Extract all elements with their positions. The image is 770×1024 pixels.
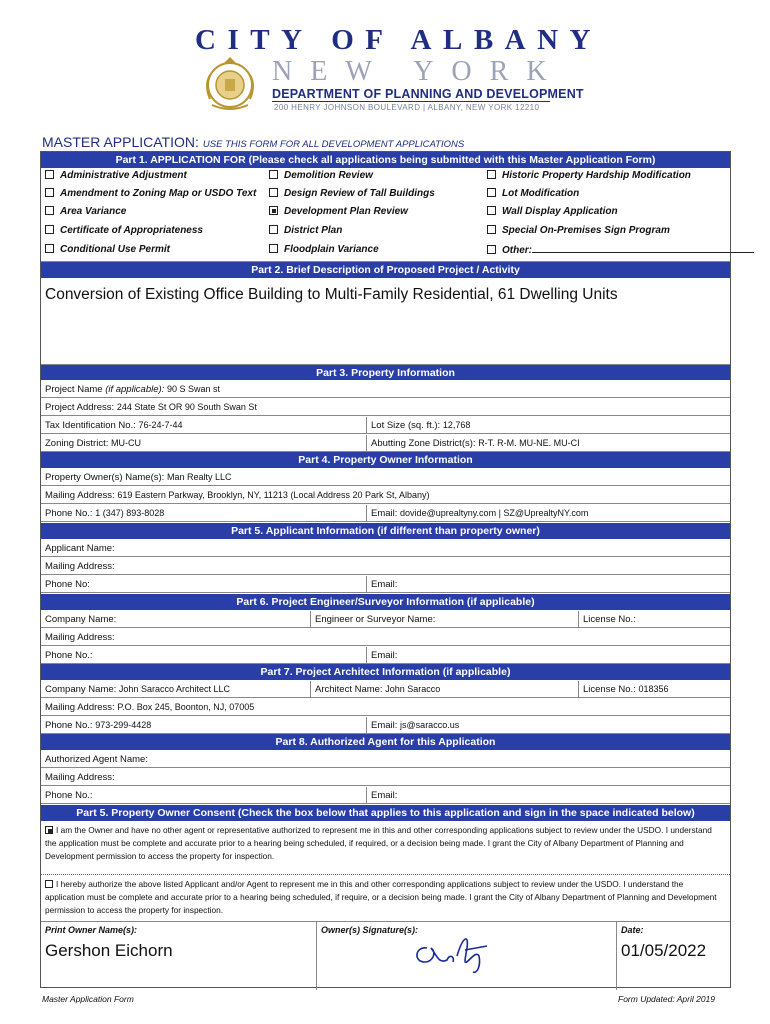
- application-type-checkbox[interactable]: [269, 244, 278, 253]
- applicant-email-field[interactable]: Email:: [371, 579, 398, 590]
- application-type-option[interactable]: [487, 188, 579, 199]
- city-seal-icon: [200, 55, 260, 113]
- owner-name-value: Man Realty LLC: [166, 472, 232, 482]
- signature-label: Owner(s) Signature(s):: [321, 925, 419, 935]
- application-type-label: Certificate of Appropriateness: [60, 225, 203, 236]
- agent-name-row[interactable]: [41, 751, 730, 768]
- tax-id-value: 76-24-7-44: [138, 420, 183, 430]
- application-type-label: Other:: [502, 245, 532, 256]
- owner-email-label: Email:: [371, 508, 398, 519]
- architect-email-value: js@saracco.us: [400, 720, 460, 730]
- project-description[interactable]: Conversion of Existing Office Building to Multi-Family Residential, 61 Dwelling Units: [45, 286, 618, 303]
- architect-mailing-row[interactable]: [41, 699, 730, 716]
- application-type-checkbox[interactable]: [45, 188, 54, 197]
- abutting-value: R-T. R-M. MU-NE. MU-CI: [478, 438, 580, 448]
- footer-form-name: Master Application Form: [42, 994, 134, 1004]
- application-type-checkbox[interactable]: [487, 188, 496, 197]
- lot-size-field[interactable]: [367, 417, 470, 434]
- project-address-field[interactable]: [41, 399, 257, 416]
- application-type-option[interactable]: [487, 244, 754, 256]
- architect-phone-field[interactable]: [41, 717, 367, 734]
- application-type-option[interactable]: [45, 188, 256, 199]
- application-type-option[interactable]: [269, 170, 373, 181]
- application-type-checkbox[interactable]: [45, 225, 54, 234]
- city-name: CITY OF ALBANY: [195, 24, 602, 56]
- application-type-checkbox[interactable]: [487, 170, 496, 179]
- consent-owner-checkbox[interactable]: [45, 826, 53, 834]
- application-type-label: Demolition Review: [284, 170, 373, 181]
- application-type-label: Amendment to Zoning Map or USDO Text: [60, 188, 257, 199]
- agent-contact-row: [41, 787, 730, 804]
- part3-header: Part 3. Property Information: [41, 364, 730, 380]
- date-cell[interactable]: [617, 922, 730, 990]
- owner-contact-row: [41, 505, 730, 522]
- engineer-mailing-field[interactable]: Mailing Address:: [45, 632, 115, 643]
- project-name-row[interactable]: [41, 381, 730, 398]
- owner-mailing-label: Mailing Address:: [45, 490, 115, 501]
- date-label: Date:: [621, 925, 644, 935]
- owner-name-row[interactable]: [41, 469, 730, 486]
- project-address-value: 244 State St OR 90 South Swan St: [116, 402, 257, 412]
- application-type-checkbox[interactable]: [45, 170, 54, 179]
- part2-header: Part 2. Brief Description of Proposed Project / Activity: [41, 262, 730, 278]
- application-type-option[interactable]: [487, 170, 691, 181]
- project-address-row[interactable]: [41, 399, 730, 416]
- agent-mailing-field[interactable]: Mailing Address:: [45, 772, 115, 783]
- architect-mailing-label: Mailing Address:: [45, 702, 115, 713]
- owner-name-label: Property Owner(s) Name(s):: [45, 472, 165, 483]
- part5-applicant-header: Part 5. Applicant Information (if different than property owner): [41, 523, 730, 539]
- engineer-row: [41, 611, 730, 628]
- architect-contact-row: [41, 717, 730, 734]
- consent-divider: [41, 874, 730, 875]
- owner-phone-label: Phone No.:: [45, 508, 93, 519]
- master-application-form: [40, 151, 731, 988]
- engineer-contact-row: [41, 647, 730, 664]
- form-title: [42, 134, 464, 150]
- letterhead: [0, 0, 770, 125]
- project-address-label: Project Address:: [45, 402, 115, 413]
- zoning-row: [41, 435, 730, 452]
- owner-mailing-field[interactable]: [41, 487, 430, 504]
- application-type-label: Conditional Use Permit: [60, 244, 171, 255]
- consent-owner-text: I am the Owner and have no other agent or representative authorized to represent me in this and other corresponding applications subject to review under the USDO. I understand the application must be complete and accurate prior to a hearing being scheduled, if required, or a decision being made. I grant the City of Albany Department of Planning and Development permission to access the property for inspection.: [45, 825, 712, 861]
- engineer-name-field[interactable]: Engineer or Surveyor Name:: [311, 611, 579, 628]
- application-type-checkbox[interactable]: [487, 225, 496, 234]
- header-divider: [272, 101, 550, 102]
- tax-id-label: Tax Identification No.:: [45, 420, 136, 431]
- application-type-label: District Plan: [284, 225, 343, 236]
- application-type-checkbox[interactable]: [269, 225, 278, 234]
- engineer-company-field[interactable]: Company Name:: [41, 611, 311, 628]
- owner-email-field[interactable]: [367, 505, 588, 522]
- architect-email-field[interactable]: [367, 717, 459, 734]
- signature-image: [407, 926, 497, 976]
- engineer-license-field[interactable]: License No.:: [583, 614, 636, 625]
- application-type-option[interactable]: [269, 225, 342, 236]
- form-title-text: MASTER APPLICATION:: [42, 134, 199, 150]
- owner-name-field[interactable]: [41, 469, 231, 486]
- application-type-option[interactable]: [269, 244, 379, 255]
- application-type-checkbox[interactable]: [45, 206, 54, 215]
- part5-consent-header: Part 5. Property Owner Consent (Check the box below that applies to this application and sign in the space indicated below): [41, 805, 730, 821]
- project-name-hint: (if applicable):: [105, 384, 165, 395]
- footer-updated: Form Updated: April 2019: [618, 994, 716, 1004]
- department-address: 200 HENRY JOHNSON BOULEVARD | ALBANY, NEW YORK 12210: [274, 103, 540, 112]
- architect-license-field[interactable]: [579, 681, 669, 698]
- architect-name-field[interactable]: [311, 681, 579, 698]
- application-type-label: Design Review of Tall Buildings: [284, 188, 435, 199]
- application-type-checkbox[interactable]: [269, 170, 278, 179]
- owner-mailing-value: 619 Eastern Parkway, Brooklyn, NY, 11213 (Local Address 20 Park St, Albany): [117, 490, 430, 500]
- engineer-phone-field[interactable]: Phone No.:: [41, 647, 367, 664]
- application-type-option[interactable]: [487, 206, 618, 217]
- architect-company-label: Company Name:: [45, 684, 117, 695]
- application-type-label: Development Plan Review: [284, 206, 408, 217]
- architect-email-label: Email:: [371, 720, 398, 731]
- application-type-option[interactable]: [269, 206, 408, 217]
- applicant-contact-row: [41, 576, 730, 593]
- architect-phone-value: 973-299-4428: [95, 720, 152, 730]
- owner-email-value: dovide@uprealtyny.com | SZ@UprealtyNY.com: [400, 508, 589, 518]
- date-value: 01/05/2022: [621, 941, 707, 960]
- architect-company-value: John Saracco Architect LLC: [118, 684, 230, 694]
- zoning-field[interactable]: [41, 435, 367, 452]
- tax-lot-row: [41, 417, 730, 434]
- application-type-label: Historic Property Hardship Modification: [502, 170, 691, 181]
- application-type-label: Wall Display Application: [502, 206, 618, 217]
- consent-agent-checkbox[interactable]: [45, 880, 53, 888]
- architect-name-value: John Saracco: [385, 684, 441, 694]
- print-name-cell[interactable]: [41, 922, 317, 990]
- project-name-label: Project Name: [45, 384, 106, 395]
- signature-cell[interactable]: [317, 922, 617, 990]
- application-type-option[interactable]: [45, 244, 170, 255]
- architect-name-label: Architect Name:: [315, 684, 383, 695]
- print-name-label: Print Owner Name(s):: [45, 925, 138, 935]
- part4-header: Part 4. Property Owner Information: [41, 452, 730, 468]
- zoning-value: MU-CU: [111, 438, 141, 448]
- project-name-value: 90 S Swan st: [166, 384, 220, 394]
- owner-phone-value: 1 (347) 893-8028: [95, 508, 165, 518]
- architect-mailing-value: P.O. Box 245, Boonton, NJ, 07005: [117, 702, 255, 712]
- agent-name-field[interactable]: Authorized Agent Name:: [45, 754, 148, 765]
- application-type-label: Special On-Premises Sign Program: [502, 225, 670, 236]
- lot-size-value: 12,768: [442, 420, 471, 430]
- lot-size-label: Lot Size (sq. ft.):: [371, 420, 441, 431]
- consent-agent-text: I hereby authorize the above listed Applicant and/or Agent to represent me in this and other corresponding applications subject to review under the USDO. I understand the application must be complete and accurate prior to a hearing being scheduled, if require, or a decision being made. I grant the City of Albany Department of Planning and Development permission to access the property for inspection.: [45, 879, 717, 915]
- agent-mailing-row[interactable]: [41, 769, 730, 786]
- consent-owner-option[interactable]: [45, 824, 725, 863]
- owner-phone-field[interactable]: [41, 505, 367, 522]
- applicant-phone-field[interactable]: Phone No:: [41, 576, 367, 593]
- application-type-option[interactable]: [487, 225, 670, 236]
- application-type-option[interactable]: [45, 170, 187, 181]
- application-type-label: Area Variance: [60, 206, 127, 217]
- consent-agent-option[interactable]: [45, 878, 725, 917]
- other-input-line[interactable]: [532, 244, 754, 253]
- application-type-label: Lot Modification: [502, 188, 580, 199]
- department-name: DEPARTMENT OF PLANNING AND DEVELOPMENT: [272, 87, 584, 101]
- project-name-field[interactable]: [41, 381, 220, 398]
- part6-header: Part 6. Project Engineer/Surveyor Information (if applicable): [41, 594, 730, 610]
- application-type-checkbox[interactable]: [269, 206, 278, 215]
- agent-email-field[interactable]: Email:: [371, 790, 398, 801]
- signature-block: [41, 921, 730, 989]
- part8-header: Part 8. Authorized Agent for this Application: [41, 734, 730, 750]
- engineer-mailing-row[interactable]: [41, 629, 730, 646]
- application-type-checkbox[interactable]: [487, 245, 496, 254]
- application-type-checkbox[interactable]: [487, 206, 496, 215]
- applicant-mailing-field[interactable]: Mailing Address:: [45, 561, 115, 572]
- tax-id-field[interactable]: [41, 417, 367, 434]
- application-type-label: Floodplain Variance: [284, 244, 379, 255]
- architect-row: [41, 681, 730, 698]
- applicant-name-row[interactable]: [41, 540, 730, 557]
- application-type-option[interactable]: [45, 206, 126, 217]
- state-name: NEW YORK: [272, 56, 565, 87]
- application-type-checkbox[interactable]: [45, 244, 54, 253]
- abutting-field[interactable]: [367, 435, 580, 452]
- applicant-name-field[interactable]: Applicant Name:: [45, 543, 115, 554]
- zoning-label: Zoning District:: [45, 438, 109, 449]
- architect-phone-label: Phone No.:: [45, 720, 93, 731]
- form-subtitle: USE THIS FORM FOR ALL DEVELOPMENT APPLICATIONS: [202, 139, 465, 150]
- application-type-option[interactable]: [269, 188, 435, 199]
- part1-header: Part 1. APPLICATION FOR (Please check all applications being submitted with this Master Application Form): [41, 152, 730, 168]
- engineer-email-field[interactable]: Email:: [371, 650, 398, 661]
- architect-license-label: License No.:: [583, 684, 636, 695]
- applicant-mailing-row[interactable]: [41, 558, 730, 575]
- part1-options: [41, 168, 730, 262]
- abutting-label: Abutting Zone District(s):: [371, 438, 476, 449]
- architect-license-value: 018356: [638, 684, 669, 694]
- print-name-value: Gershon Eichorn: [45, 941, 173, 960]
- application-type-label: Administrative Adjustment: [60, 170, 187, 181]
- part7-header: Part 7. Project Architect Information (if applicable): [41, 664, 730, 680]
- architect-mailing-field[interactable]: [41, 699, 254, 716]
- application-type-checkbox[interactable]: [269, 188, 278, 197]
- owner-mailing-row[interactable]: [41, 487, 730, 504]
- architect-company-field[interactable]: [41, 681, 311, 698]
- agent-phone-field[interactable]: Phone No.:: [41, 787, 367, 804]
- application-type-option[interactable]: [45, 225, 203, 236]
